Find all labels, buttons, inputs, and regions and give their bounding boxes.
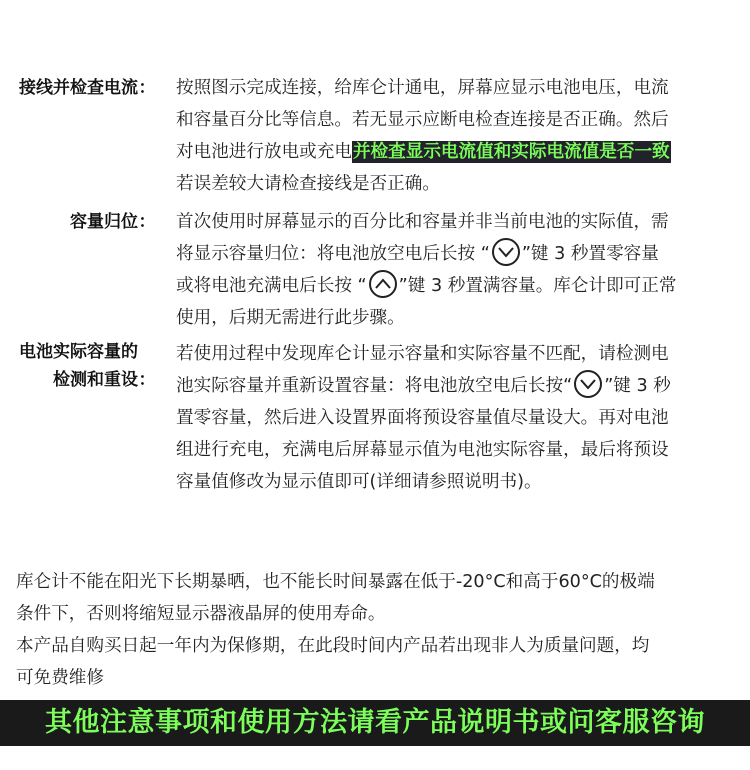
body-line xyxy=(176,238,742,270)
body-line: 和容量百分比等信息。若无显示应断电检查连接是否正确。然后 xyxy=(176,110,669,130)
body-line: 首次使用时屏幕显示的百分比和容量并非当前电池的实际值，需 xyxy=(176,212,669,232)
bottom-banner: 其他注意事项和使用方法请看产品说明书或问客服咨询 xyxy=(0,700,750,746)
body-text-segment: ”键 3 秒 xyxy=(604,376,671,396)
note-line: 可免费维修 xyxy=(16,668,104,688)
body-line: 若使用过程中发现库仑计显示容量和实际容量不匹配，请检测电 xyxy=(176,344,669,364)
body-text-segment: 对电池进行放电或充电 xyxy=(176,142,352,162)
body-line: 按照图示完成连接，给库仑计通电，屏幕应显示电池电压，电流 xyxy=(176,78,669,98)
section-body xyxy=(176,338,742,498)
note-line: 条件下，否则将缩短显示器液晶屏的使用寿命。 xyxy=(16,604,386,624)
section-body xyxy=(176,72,742,200)
body-text-segment: ”键 3 秒置满容量。库仑计即可正常 xyxy=(398,276,677,296)
section-label xyxy=(19,338,156,394)
body-text-segment: 或将电池充满电后长按 “ xyxy=(176,276,367,296)
body-text-segment: 池实际容量并重新设置容量：将电池放空电后长按“ xyxy=(176,376,573,396)
chevron-up-circle-icon xyxy=(369,270,397,298)
section-label xyxy=(19,72,156,104)
body-line: 使用，后期无需进行此步骤。 xyxy=(176,308,405,328)
section-label-text: 检测和重设 xyxy=(53,370,138,390)
section-label-text: 容量归位 xyxy=(70,212,138,232)
label-colon: ： xyxy=(138,78,156,98)
note-line: 本产品自购买日起一年内为保修期，在此段时间内产品若出现非人为质量问题，均 xyxy=(16,636,650,656)
label-colon: ： xyxy=(138,370,156,390)
chevron-down-circle-icon xyxy=(574,370,602,398)
body-line xyxy=(176,136,742,168)
body-line: 置零容量，然后进入设置界面将预设容量值尽量设大。再对电池 xyxy=(176,408,669,428)
chevron-down-circle-icon xyxy=(492,238,520,266)
section-label-text: 电池实际容量的 xyxy=(19,342,138,362)
body-line xyxy=(176,370,742,402)
notes-block xyxy=(16,566,746,694)
highlighted-text: 并检查显示电流值和实际电流值是否一致 xyxy=(352,142,670,162)
body-line: 容量值修改为显示值即可(详细请参照说明书)。 xyxy=(176,472,542,492)
body-line xyxy=(176,270,742,302)
body-line: 若误差较大请检查接线是否正确。 xyxy=(176,174,440,194)
body-text-segment: 将显示容量归位：将电池放空电后长按 “ xyxy=(176,244,490,264)
label-colon: ： xyxy=(138,212,156,232)
body-text-segment: ”键 3 秒置零容量 xyxy=(521,244,659,264)
body-line: 组进行充电，充满电后屏幕显示值为电池实际容量，最后将预设 xyxy=(176,440,669,460)
note-line: 库仑计不能在阳光下长期暴晒，也不能长时间暴露在低于-20°C和高于60°C的极端 xyxy=(16,572,655,592)
section-body xyxy=(176,206,742,334)
section-label xyxy=(70,206,156,238)
section-label-text: 接线并检查电流 xyxy=(19,78,138,98)
